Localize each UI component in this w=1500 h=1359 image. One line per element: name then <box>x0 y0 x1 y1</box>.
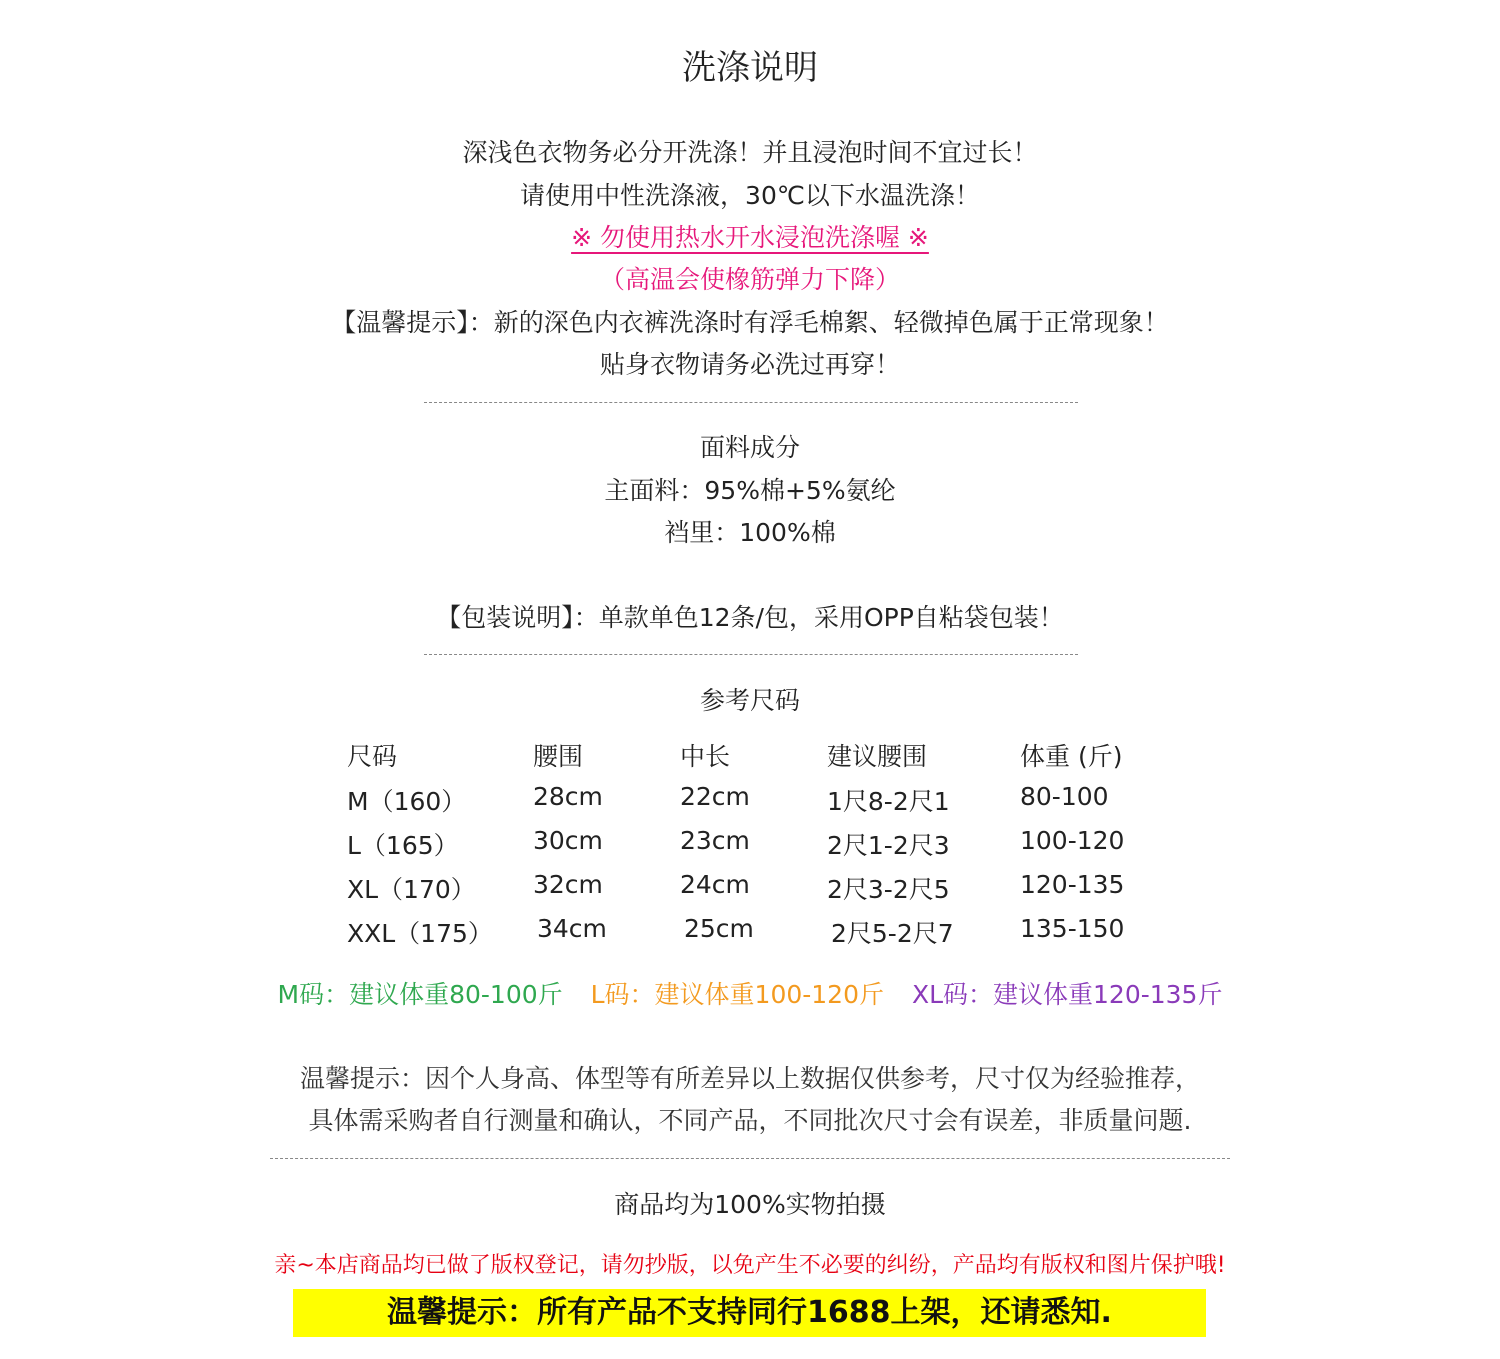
size-header: 腰围 <box>533 742 584 771</box>
hint-xl: XL码：建议体重120-135斤 <box>911 980 1223 1009</box>
size-cell: 120-135 <box>1020 870 1125 899</box>
banner-notice: 温馨提示：所有产品不支持同行1688上架，还请悉知. <box>293 1289 1206 1337</box>
wash-line-2: 请使用中性洗涤液，30℃以下水温洗涤！ <box>520 181 980 210</box>
wash-line-1: 深浅色衣物务必分开洗涤！并且浸泡时间不宜过长！ <box>462 138 1038 167</box>
size-cell: 32cm <box>533 870 603 899</box>
fabric-lining: 裆里：100%棉 <box>664 518 836 547</box>
size-cell: 100-120 <box>1020 826 1125 855</box>
weight-hints <box>0 975 1500 1011</box>
divider-1 <box>424 402 1078 403</box>
size-cell: 135-150 <box>1020 914 1125 943</box>
size-cell: 22cm <box>680 782 750 811</box>
fabric-title: 面料成分 <box>699 433 800 462</box>
wash-tip-2: 贴身衣物请务必洗过再穿！ <box>599 350 900 379</box>
size-cell: 2尺3-2尺5 <box>827 875 950 904</box>
size-cell: 24cm <box>680 870 750 899</box>
size-cell: L（165） <box>347 831 459 860</box>
copyright-note: 亲~本店商品均已做了版权登记，请勿抄版，以免产生不必要的纠纷，产品均有版权和图片保护哦! <box>274 1253 1226 1278</box>
size-title: 参考尺码 <box>699 686 800 715</box>
size-cell: XL（170） <box>347 875 476 904</box>
wash-warning <box>0 218 1500 254</box>
size-cell: 28cm <box>533 782 603 811</box>
size-note-2: 具体需采购者自行测量和确认，不同产品，不同批次尺寸会有误差，非质量问题. <box>308 1106 1192 1135</box>
size-cell: 34cm <box>537 914 607 943</box>
hint-l: L码：建议体重100-120斤 <box>590 980 884 1009</box>
size-cell: 2尺1-2尺3 <box>827 831 950 860</box>
size-cell: 1尺8-2尺1 <box>827 787 950 816</box>
wash-tip: 【温馨提示】：新的深色内衣裤洗涤时有浮毛棉絮、轻微掉色属于正常现象！ <box>331 308 1169 337</box>
packing-note: 【包装说明】：单款单色12条/包，采用OPP自粘袋包装！ <box>436 603 1064 632</box>
size-header: 尺码 <box>347 742 398 771</box>
wash-warning-text: ※ 勿使用热水开水浸泡洗涤喔 ※ <box>571 223 929 252</box>
size-cell: XXL（175） <box>347 919 493 948</box>
size-header: 建议腰围 <box>827 742 928 771</box>
size-header: 中长 <box>680 742 731 771</box>
hint-m: M码：建议体重80-100斤 <box>277 980 563 1009</box>
size-note-1: 温馨提示：因个人身高、体型等有所差异以上数据仅供参考，尺寸仅为经验推荐， <box>299 1064 1200 1093</box>
size-cell: 23cm <box>680 826 750 855</box>
size-cell: 25cm <box>684 914 754 943</box>
size-cell: M（160） <box>347 787 467 816</box>
wash-title: 洗涤说明 <box>682 48 818 88</box>
divider-2 <box>424 654 1078 655</box>
size-header: 体重 (斤) <box>1020 742 1123 771</box>
wash-warning-note: （高温会使橡筋弹力下降） <box>599 265 900 294</box>
size-cell: 80-100 <box>1020 782 1109 811</box>
size-cell: 30cm <box>533 826 603 855</box>
photo-note: 商品均为100%实物拍摄 <box>614 1190 886 1219</box>
divider-3 <box>270 1158 1230 1159</box>
size-cell: 2尺5-2尺7 <box>831 919 954 948</box>
fabric-main: 主面料：95%棉+5%氨纶 <box>604 476 896 505</box>
